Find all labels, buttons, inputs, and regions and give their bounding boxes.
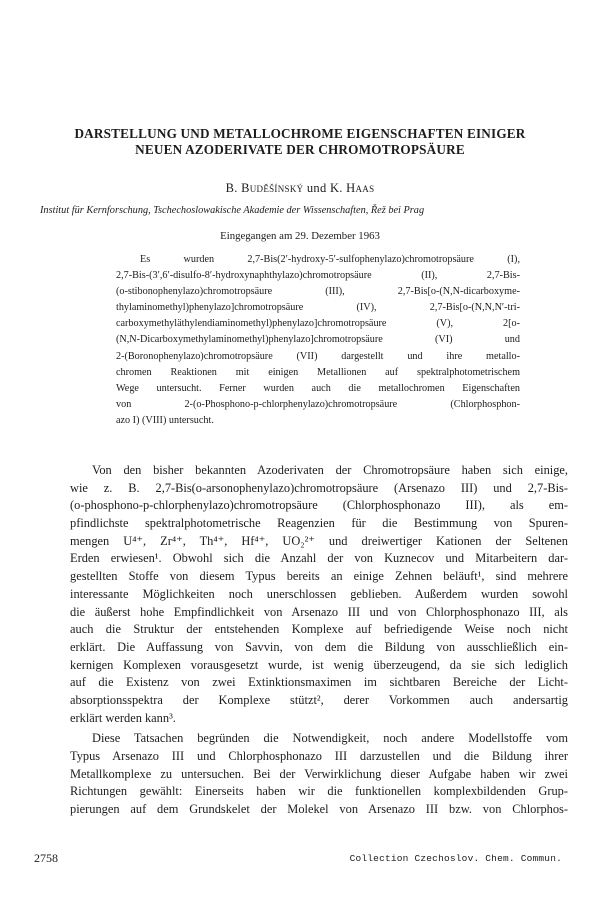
abstract-line: (o-stibonophenylazo)chromotropsäure (III), 2,7-Bis[o-(N,N-dicarboxyme- xyxy=(116,286,520,298)
text-line: gestellten Stoffe von diesem Typus bereits an einige Zehnen beläuft¹, sind mehrere xyxy=(70,569,568,584)
text-line: Richtungen gewählt: Einerseits haben wir die funktionellen komplexbildenden Grup- xyxy=(70,784,568,799)
abstract-line: azo I) (VIII) untersucht. xyxy=(116,414,214,426)
paragraph xyxy=(70,730,568,818)
received-date: Eingegangen am 29. Dezember 1963 xyxy=(220,230,380,242)
author-list xyxy=(0,181,600,196)
abstract xyxy=(116,252,520,429)
text-line: mengen U⁴⁺, Zr⁴⁺, Th⁴⁺, Hf⁴⁺, UO₂²⁺ und dreiwertiger Kationen der Seltenen xyxy=(70,533,568,548)
text-line: auf die Existenz von zwei Extinktionsmaximen im sichtbaren Bereiche der Licht- xyxy=(70,675,568,690)
author-name: B. Buděšínský xyxy=(225,181,304,195)
text-line: die äußerst hohe Empfindlichkeit von Arsenazo III und von Chlorphosphonazo III, als xyxy=(70,604,568,619)
text-line: Erden erwiesen¹. Obwohl sich die Anzahl der von Kuznecov und Mitarbeitern dar- xyxy=(70,551,568,566)
body-text xyxy=(70,462,568,819)
abstract-line: 2,7-Bis-(3′,6′-disulfo-8′-hydroxynaphthylazo)chromotropsäure (II), 2,7-Bis- xyxy=(116,270,520,282)
abstract-line: carboxymethyläthylendiaminomethyl)phenylazo]chromotropsäure (V), 2[o- xyxy=(116,318,520,330)
abstract-line: (N,N-Dicarboxymethylaminomethyl)phenylazo]chromotropsäure (VI) und xyxy=(116,334,520,346)
article-title xyxy=(60,126,540,158)
text-line: Diese Tatsachen begründen die Notwendigkeit, noch andere Modellstoffe vom xyxy=(92,731,568,746)
author-name: K. Haas xyxy=(329,181,375,195)
text-line: erklärt werden kann³. xyxy=(70,710,176,725)
author-affiliation: Institut für Kernforschung, Tschechoslowakische Akademie der Wissenschaften, Řež bei Prag xyxy=(40,205,425,216)
text-line: Von den bisher bekannten Azoderivaten der Chromotropsäure haben sich einige, xyxy=(92,463,568,477)
text-line: Metallkomplexe zu untersuchen. Bei der Verwirklichung dieser Aufgabe haben wir zwei xyxy=(70,766,568,781)
text-line: kernigen Komplexen vorausgesetzt wurde, ist wenig überzeugend, da sie sich lediglich xyxy=(70,657,568,672)
abstract-line: Wege untersucht. Ferner wurden auch die metallochromen Eigenschaften xyxy=(116,382,520,394)
journal-name: Collection Czechoslov. Chem. Commun. xyxy=(349,853,562,864)
text-line: auch die Struktur der entstehenden Komplexe auf befriedigende Weise noch nicht xyxy=(70,622,568,637)
author-connector: und xyxy=(306,181,327,195)
text-line: pierungen auf dem Grundskelet der Molekel von Arsenazo III bzw. von Chlorphos- xyxy=(70,802,568,817)
abstract-line: 2-(Boronophenylazo)chromotropsäure (VII) dargestellt und ihre metallo- xyxy=(116,350,520,362)
paragraph xyxy=(70,462,568,727)
text-line: erklärt. Die Auffassung von Savvin, von dem die Bildung von ausschließlich ein- xyxy=(70,639,568,654)
text-line: pfindlichste spektralphotometrische Reagenzien für die Bestimmung von Spuren- xyxy=(70,516,568,531)
page-number: 2758 xyxy=(34,851,58,865)
text-line: wie z. B. 2,7-Bis(o-arsonophenylazo)chromotropsäure (Arsenazo III) und 2,7-Bis- xyxy=(70,480,568,495)
text-line: (o-phosphono-p-chlorphenylazo)chromotropsäure (Chlorphosphonazo III), als em- xyxy=(70,498,568,513)
title-line: DARSTELLUNG UND METALLOCHROME EIGENSCHAFTEN EINIGER xyxy=(74,126,526,141)
abstract-line: Es wurden 2,7-Bis(2′-hydroxy-5′-sulfophenylazo)chromotropsäure (I), xyxy=(140,254,520,265)
abstract-line: thylaminomethyl)phenylazo]chromotropsäure (IV), 2,7-Bis[o-(N,N,N′-tri- xyxy=(116,302,520,314)
text-line: Typus Arsenazo III und Chlorphosphonazo III darzustellen und die Bildung ihrer xyxy=(70,749,568,763)
text-line: interessante Möglichkeiten noch unerschlossen geblieben. Außerdem wurden sowohl xyxy=(70,586,568,601)
text-line: absorptionsspektra der Komplexe stützt², derer Vorkommen auch andersartig xyxy=(70,692,568,707)
abstract-line: chromen Reaktionen mit einigen Metallionen auf spektralphotometrischem xyxy=(116,366,520,378)
abstract-line: von 2-(o-Phosphono-p-chlorphenylazo)chromotropsäure (Chlorphosphon- xyxy=(116,398,520,410)
title-line: NEUEN AZODERIVATE DER CHROMOTROPSÄURE xyxy=(135,142,465,157)
